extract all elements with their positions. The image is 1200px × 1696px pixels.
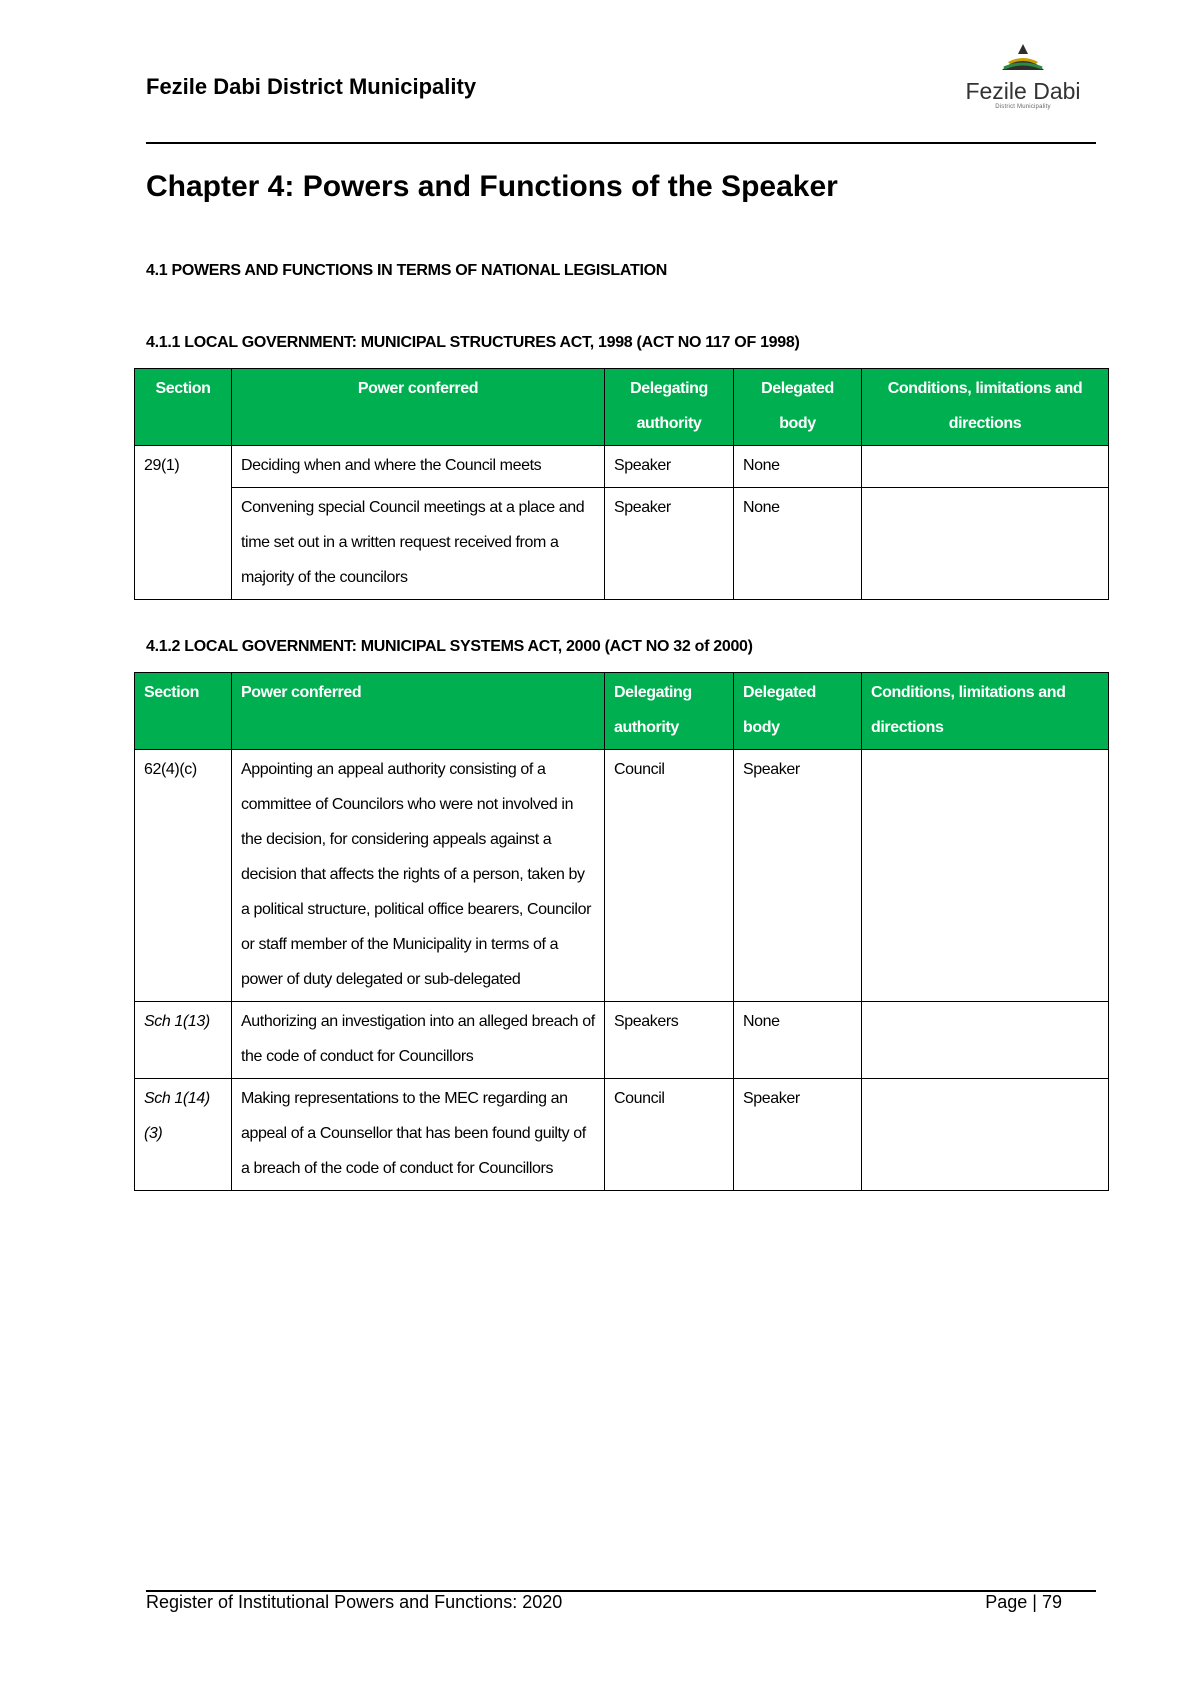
- logo-emblem-icon: [958, 40, 1088, 80]
- cell-power: Making representations to the MEC regarding an appeal of a Counsellor that has been found guilty of a breach of the code of conduct for Councillors: [232, 1079, 605, 1191]
- cell-section: 62(4)(c): [135, 750, 232, 1002]
- municipality-title: Fezile Dabi District Municipality: [146, 74, 477, 99]
- cell-power: Deciding when and where the Council meets: [232, 446, 605, 488]
- col-header-section: Section: [135, 369, 232, 446]
- fezile-dabi-logo: [958, 40, 1088, 110]
- col-header-section: Section: [135, 673, 232, 750]
- cell-delegated: None: [734, 488, 862, 600]
- structures-act-table: [134, 368, 1109, 600]
- table-row: [135, 750, 1109, 1002]
- table-row: [135, 446, 1109, 488]
- logo-tagline: District Municipality: [995, 104, 1051, 110]
- table2-heading: 4.1.2 LOCAL GOVERNMENT: MUNICIPAL SYSTEMS ACT, 2000 (ACT NO 32 of 2000): [146, 638, 753, 655]
- table-row: [135, 1002, 1109, 1079]
- cell-delegated: None: [734, 1002, 862, 1079]
- section-heading: 4.1 POWERS AND FUNCTIONS IN TERMS OF NATIONAL LEGISLATION: [146, 262, 667, 279]
- cell-section: 29(1): [135, 446, 232, 600]
- cell-conditions: [862, 1079, 1109, 1191]
- cell-section: Sch 1(14)(3): [135, 1079, 232, 1191]
- col-header-conditions: Conditions, limitations and directions: [862, 673, 1109, 750]
- col-header-power: Power conferred: [232, 673, 605, 750]
- cell-power: Authorizing an investigation into an alleged breach of the code of conduct for Councillors: [232, 1002, 605, 1079]
- page-number: Page | 79: [985, 1592, 1062, 1612]
- cell-delegating: Council: [605, 1079, 734, 1191]
- col-header-delegating: Delegating authority: [605, 369, 734, 446]
- header-divider: [146, 142, 1096, 144]
- col-header-delegated: Delegated body: [734, 369, 862, 446]
- table-header-row: [135, 673, 1109, 750]
- cell-delegating: Speaker: [605, 488, 734, 600]
- col-header-delegating: Delegating authority: [605, 673, 734, 750]
- cell-delegated: Speaker: [734, 750, 862, 1002]
- cell-section: Sch 1(13): [135, 1002, 232, 1079]
- cell-power: Appointing an appeal authority consisting of a committee of Councilors who were not involved in the decision, for considering appeals against a decision that affects the rights of a person, taken by a political structure, political office bearers, Councilor or staff member of the Municipality in terms of a power of duty delegated or sub-delegated: [232, 750, 605, 1002]
- systems-act-table: [134, 672, 1109, 1191]
- chapter-title: Chapter 4: Powers and Functions of the Speaker: [146, 170, 838, 203]
- col-header-conditions: Conditions, limitations and directions: [862, 369, 1109, 446]
- cell-conditions: [862, 1002, 1109, 1079]
- logo-text: Fezile Dabi: [965, 78, 1081, 104]
- cell-conditions: [862, 446, 1109, 488]
- cell-delegating: Speakers: [605, 1002, 734, 1079]
- footer-document-title: Register of Institutional Powers and Functions: 2020: [146, 1592, 563, 1612]
- cell-conditions: [862, 488, 1109, 600]
- col-header-power: Power conferred: [232, 369, 605, 446]
- table-row: [135, 488, 1109, 600]
- cell-power: Convening special Council meetings at a place and time set out in a written request received from a majority of the councilors: [232, 488, 605, 600]
- table-row: [135, 1079, 1109, 1191]
- col-header-delegated: Delegated body: [734, 673, 862, 750]
- cell-delegated: None: [734, 446, 862, 488]
- cell-delegated: Speaker: [734, 1079, 862, 1191]
- table-header-row: [135, 369, 1109, 446]
- cell-delegating: Speaker: [605, 446, 734, 488]
- cell-conditions: [862, 750, 1109, 1002]
- table1-heading: 4.1.1 LOCAL GOVERNMENT: MUNICIPAL STRUCTURES ACT, 1998 (ACT NO 117 OF 1998): [146, 334, 800, 351]
- cell-delegating: Council: [605, 750, 734, 1002]
